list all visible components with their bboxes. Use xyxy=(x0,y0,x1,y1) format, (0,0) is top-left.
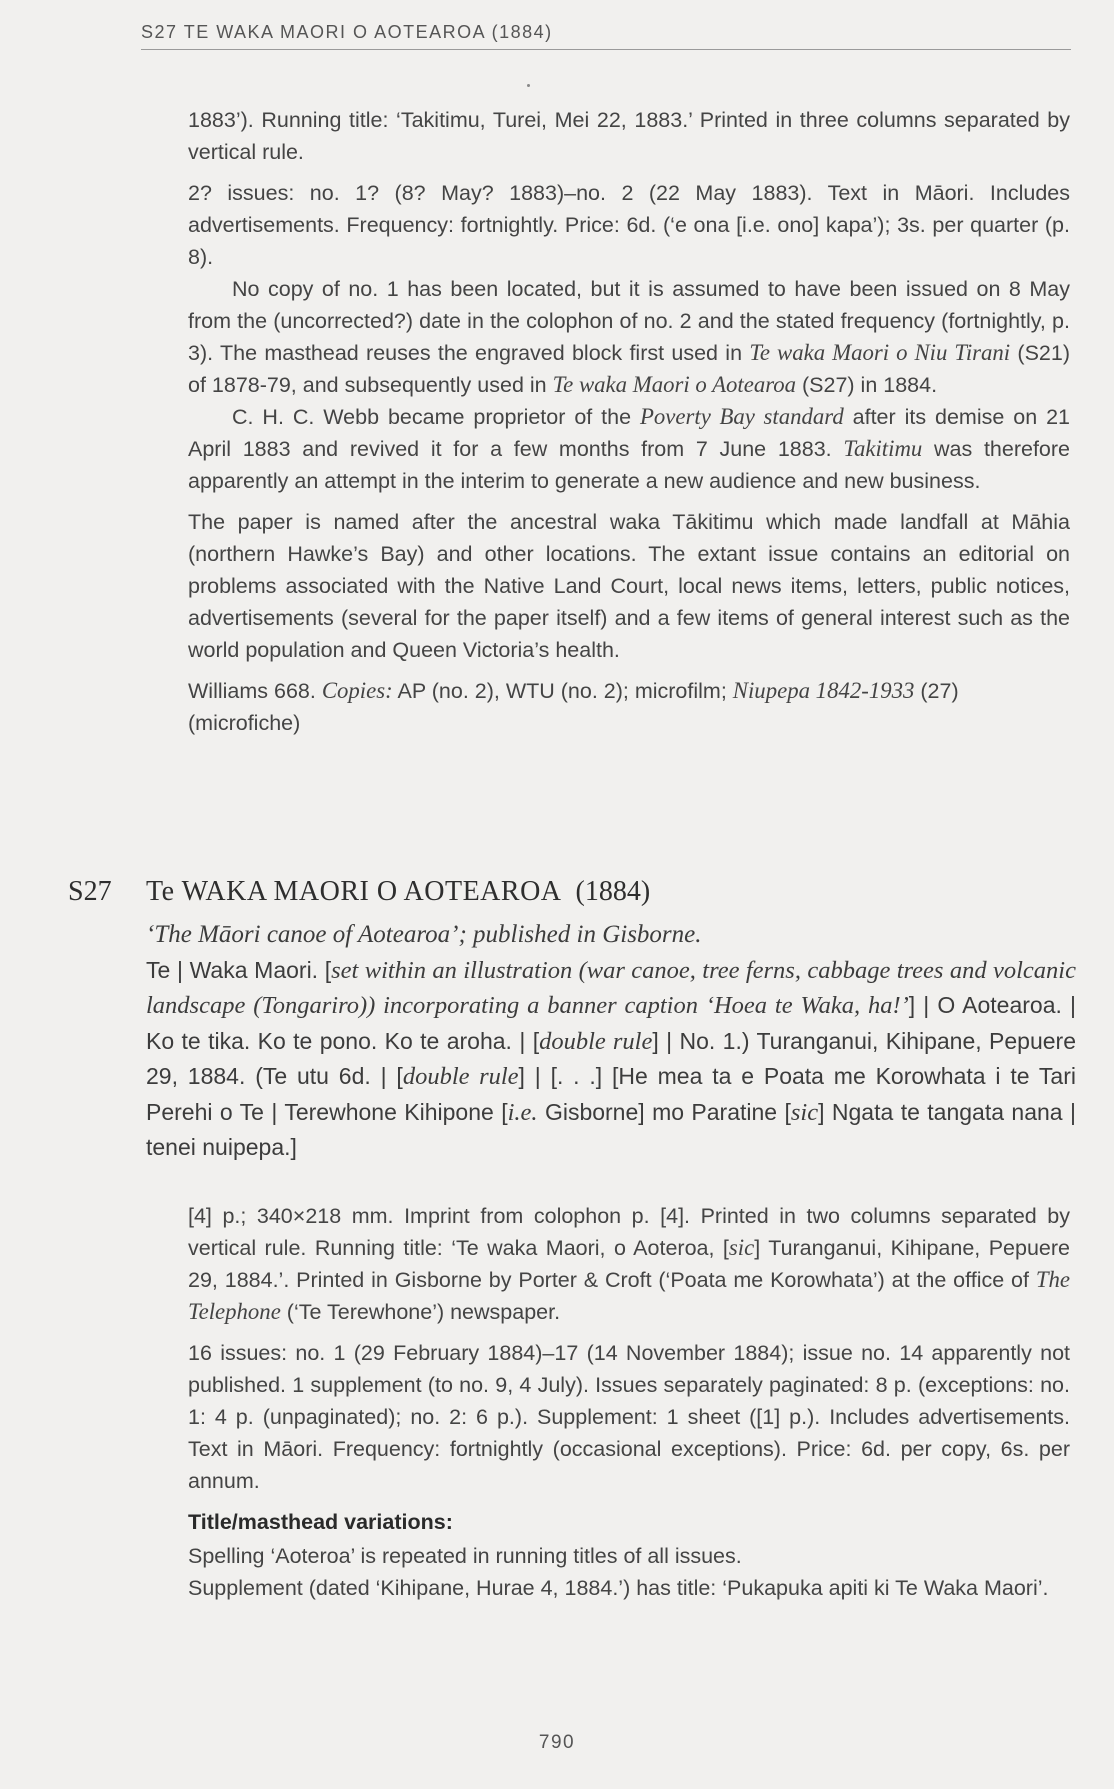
entry-code: S27 xyxy=(68,876,112,907)
paragraph: 16 issues: no. 1 (29 February 1884)–17 (14 November 1884); issue no. 14 apparently not published. 1 supplement (to no. 9, 4 July). Issues separately paginated: 8 p. (exceptions: no. 1: 4 p. (unpaginated); no. 2: 6 p.). Supplement: 1 sheet ([1] p.). Includes advertisements. Text in Māori. Frequency: fortnightly (occasional exceptions). Price: 6d. per copy, 6s. per annum. xyxy=(188,1341,1070,1493)
entry-year: (1884) xyxy=(575,876,651,907)
entry-description xyxy=(188,1200,1070,1604)
entry-translation: ‘The Māori canoe of Aotearoa’; published in Gisborne. xyxy=(146,921,702,948)
paragraph: No copy of no. 1 has been located, but it is assumed to have been issued on 8 May from the (uncorrected?) date in the colophon of no. 2 and the stated frequency (fortnightly, p. 3). The masthead reuses the engraved block first used in Te waka Maori o Niu Tirani (S21) of 1878-79, and subsequently used in Te waka Maori o Aotearoa (S27) in 1884. xyxy=(188,277,1070,397)
speck xyxy=(527,84,530,87)
paragraph-copies: Williams 668. Copies: AP (no. 2), WTU (no. 2); microfilm; Niupepa 1842-1933 (27) (microfiche) xyxy=(188,678,959,735)
paragraph: [4] p.; 340×218 mm. Imprint from colophon p. [4]. Printed in two columns separated by vertical rule. Running title: ‘Te waka Maori, o Aoteroa, [sic] Turanganui, Kihipane, Pepuere 29, 1884.’. Printed in Gisborne by Porter & Croft (‘Poata me Korowhata’) at the office of The Telephone (‘Te Terewhone’) newspaper. xyxy=(188,1204,1071,1324)
running-head: S27 TE WAKA MAORI O AOTEAROA (1884) xyxy=(141,22,1071,50)
paragraph: 2? issues: no. 1? (8? May? 1883)–no. 2 (22 May 1883). Text in Māori. Includes advertisements. Frequency: fortnightly. Price: 6d. (‘e ona [i.e. ono] kapa’); 3s. per quarter (p. 8). xyxy=(188,181,1070,269)
entry-transcription xyxy=(146,918,1076,1165)
section-label: Title/masthead variations: xyxy=(188,1510,453,1534)
page-number: 790 xyxy=(538,1732,576,1753)
masthead-transcription: Te | Waka Maori. [set within an illustration (war canoe, tree ferns, cabbage trees and volcanic landscape (Tongariro)) incorporating a banner caption ‘Hoea te Waka, ha!’] | O Aotearoa. | Ko te tika. Ko te pono. Ko te aroha. | [double rule] | No. 1.) Turanganui, Kihipane, Pepuere 29, 1884. (Te utu 6d. | [double rule] | [. . .] [He mea ta e Poata me Korowhata i te Tari Perehi o Te | Terewhone Kihipone [i.e. Gisborne] mo Paratine [sic] Ngata te tangata nana | tenei nuipepa.] xyxy=(146,956,1076,1160)
entry-heading xyxy=(68,876,1078,908)
paragraph: C. H. C. Webb became proprietor of the Poverty Bay standard after its demise on 21 April 1883 and revived it for a few months from 7 June 1883. Takitimu was therefore apparently an attempt in the interim to generate a new audience and new business. xyxy=(188,404,1070,493)
paragraph: 1883’). Running title: ‘Takitimu, Turei, Mei 22, 1883.’ Printed in three columns separated by vertical rule. xyxy=(188,108,1070,164)
paragraph: Spelling ‘Aoteroa’ is repeated in running titles of all issues. xyxy=(188,1544,742,1568)
paragraph: The paper is named after the ancestral waka Tākitimu which made landfall at Māhia (northern Hawke’s Bay) and other locations. The extant issue contains an editorial on problems associated with the Native Land Court, local news items, letters, public notices, advertisements (several for the paper itself) and a few items of general interest such as the world population and Queen Victoria’s health. xyxy=(188,510,1070,662)
paragraph: Supplement (dated ‘Kihipane, Hurae 4, 1884.’) has title: ‘Pukapuka apiti ki Te Waka Maori’. xyxy=(188,1576,1049,1600)
previous-entry-continuation xyxy=(188,104,1070,748)
entry-title: Te WAKA MAORI O AOTEAROA xyxy=(146,876,562,907)
